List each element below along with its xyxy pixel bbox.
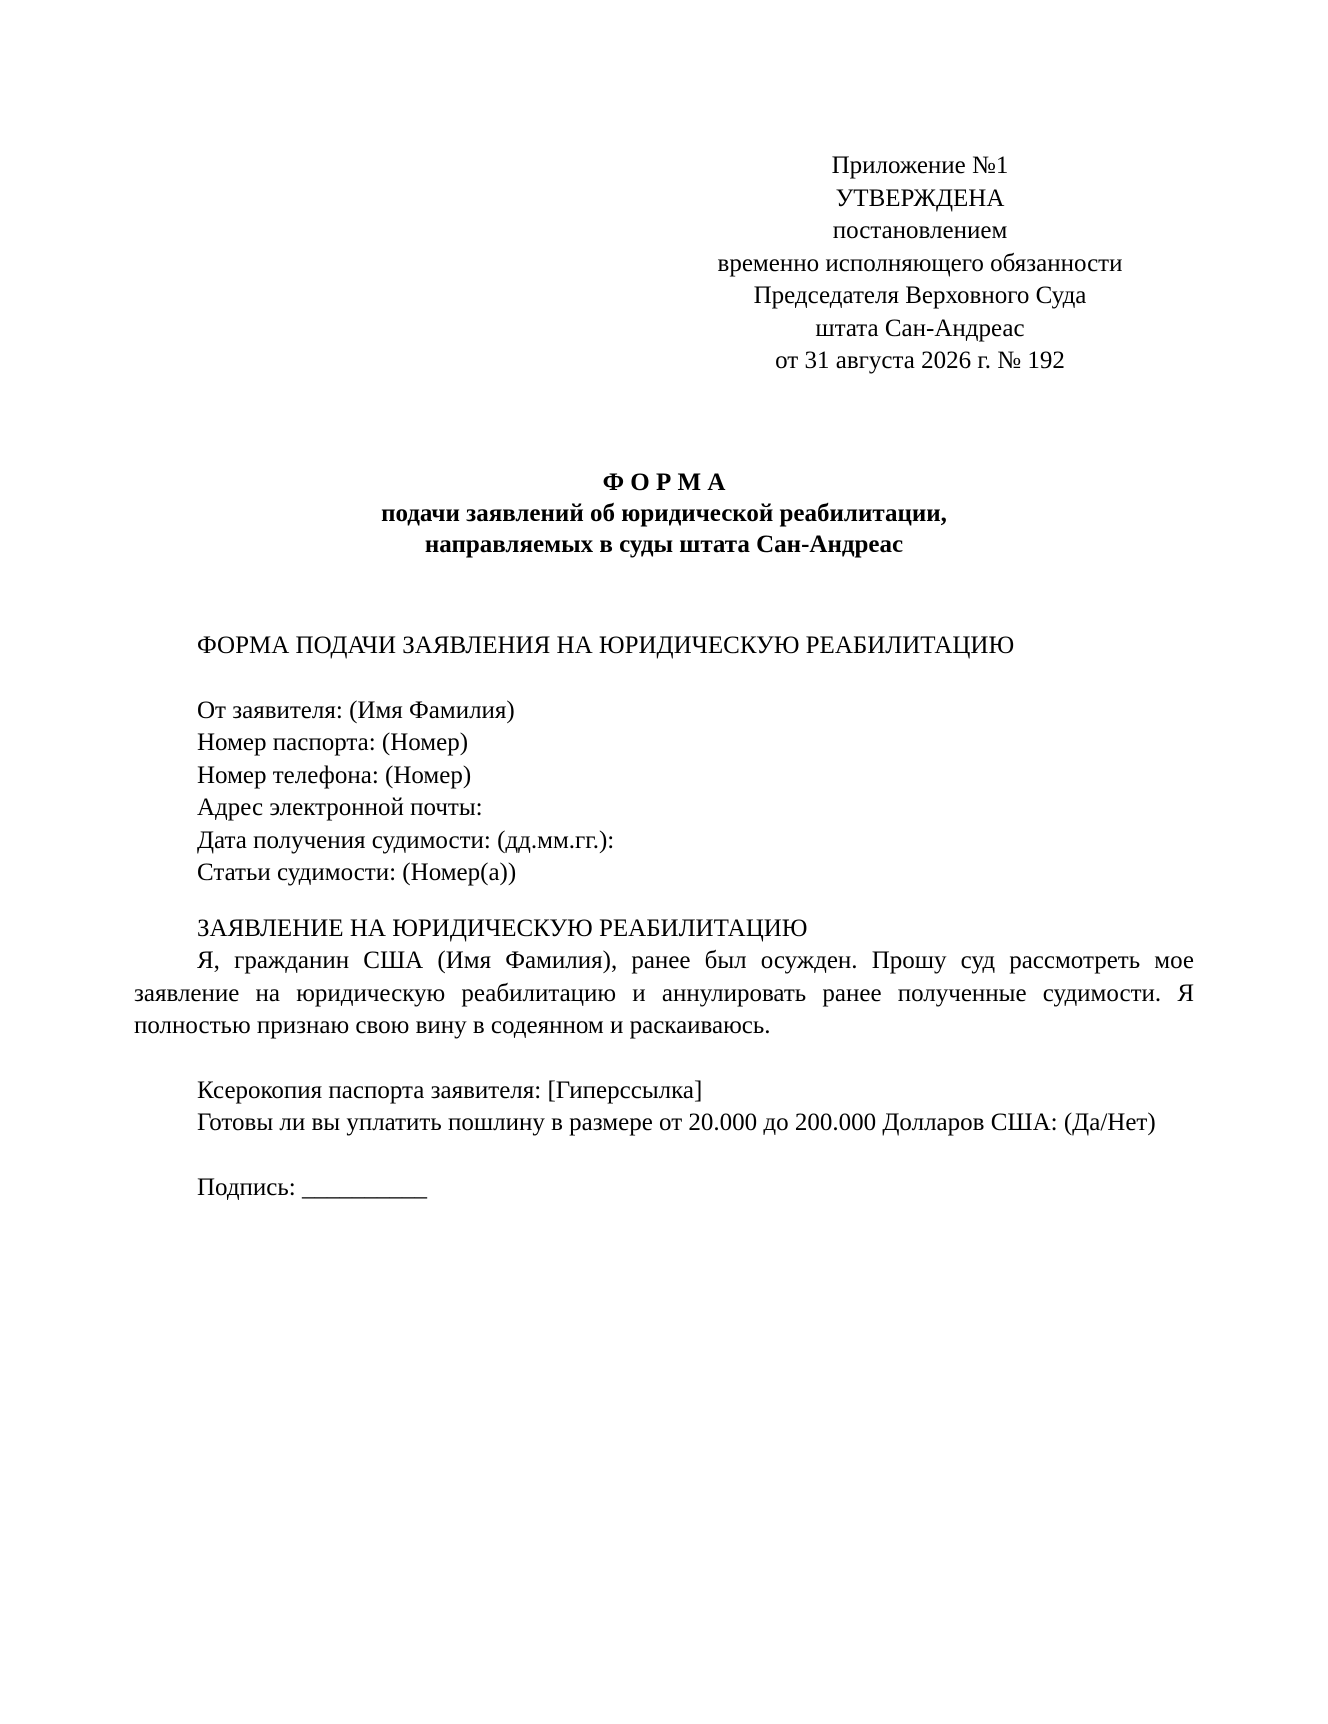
applicant-fields (134, 695, 1194, 890)
approval-line-state: штата Сан-Андреас (815, 314, 1025, 342)
field-applicant-name: От заявителя: (Имя Фамилия) (197, 696, 515, 724)
appendix-number: Приложение №1 (831, 152, 1009, 179)
approval-date: от 31 августа 2026 г. № 192 (775, 347, 1065, 374)
field-conviction-date: Дата получения судимости: (дд.мм.гг.): (197, 826, 615, 854)
form-title-word: Ф О Р М А (602, 469, 726, 496)
form-title-line-3: направляемых в суды штата Сан-Андреас (424, 531, 904, 558)
fee-question: Готовы ли вы уплатить пошлину в размере от 20.000 до 200.000 Долларов США: (Да/Нет) (197, 1109, 1156, 1136)
statement-heading: ЗАЯВЛЕНИЕ НА ЮРИДИЧЕСКУЮ РЕАБИЛИТАЦИЮ (197, 914, 808, 942)
approval-line-acting: временно исполняющего обязанности (717, 249, 1123, 277)
approval-line-resolution: постановлением (832, 217, 1008, 244)
field-email: Адрес электронной почты: (197, 794, 483, 821)
field-conviction-articles: Статьи судимости: (Номер(а)) (197, 859, 517, 886)
section-heading: ФОРМА ПОДАЧИ ЗАЯВЛЕНИЯ НА ЮРИДИЧЕСКУЮ РЕАБИЛИТАЦИЮ (197, 632, 1015, 659)
signature-line: Подпись: __________ (197, 1173, 428, 1201)
approval-block (620, 150, 1220, 378)
field-passport-number: Номер паспорта: (Номер) (197, 729, 469, 756)
document-body (134, 630, 1194, 1204)
form-title-line-2: подачи заявлений об юридической реабилитации, (381, 500, 947, 527)
field-phone-number: Номер телефона: (Номер) (197, 761, 472, 789)
statement-text: Я, гражданин США (Имя Фамилия), ранее был осужден. Прошу суд рассмотреть мое заявление на юридическую реабилитацию и аннулировать ранее полученные судимости. Я полностью признаю свою вину в содеянном и раскаиваюсь. (134, 947, 1194, 1039)
approval-line-chairman: Председателя Верховного Суда (753, 282, 1087, 309)
approved-label: УТВЕРЖДЕНА (835, 184, 1005, 212)
form-title (134, 467, 1194, 560)
passport-copy-line: Ксерокопия паспорта заявителя: [Гиперссылка] (197, 1076, 703, 1104)
